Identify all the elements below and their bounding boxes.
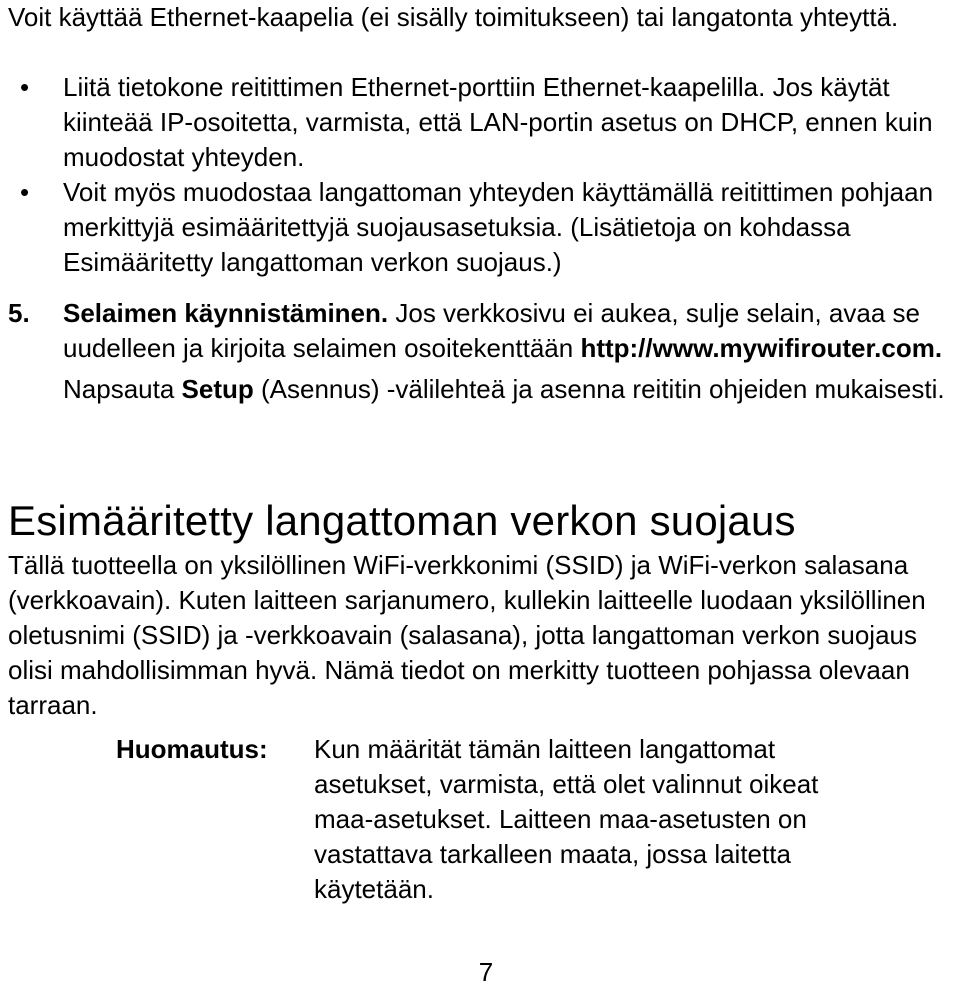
page-number: 7 bbox=[478, 957, 494, 987]
note-text: Kun määrität tämän laitteen langattomat asetukset, varmista, että olet valinnut oikeat maa-asetukset. Laitteen maa-asetusten on vastattava tarkalleen maata, jossa laitetta käytetään. bbox=[314, 734, 819, 904]
bullet-item-ethernet bbox=[0, 70, 943, 175]
step-number: 5. bbox=[8, 298, 30, 328]
section-heading: Esimääritetty langattoman verkon suojaus bbox=[8, 497, 796, 544]
bullet-text: Liitä tietokone reitittimen Ethernet-porttiin Ethernet-kaapelilla. Jos käytät kiinteää IP-osoitetta, varmista, että LAN-portin asetus on DHCP, ennen kuin muodostat yhteyden. bbox=[63, 72, 933, 172]
note-block bbox=[116, 732, 876, 907]
step-5-paragraph bbox=[63, 296, 953, 366]
intro-text: Voit käyttää Ethernet-kaapelia (ei sisälly toimitukseen) tai langatonta yhteyttä. bbox=[8, 2, 899, 32]
step-title: Selaimen käynnistäminen. bbox=[63, 298, 389, 328]
step-text: Jos verkkosivu ei aukea, sulje selain, avaa se uudelleen ja kirjoita selaimen osoitekenttään bbox=[63, 298, 920, 363]
note-label: Huomautus: bbox=[116, 734, 268, 764]
bullet-icon: • bbox=[20, 72, 30, 102]
url-period: . bbox=[934, 333, 943, 363]
setup-tab-name: Setup bbox=[181, 374, 254, 404]
step-5-setup-paragraph bbox=[63, 372, 953, 407]
router-url: http://www.mywifirouter.com bbox=[580, 333, 935, 363]
setup-text-post: (Asennus) -välilehteä ja asenna reititin ohjeiden mukaisesti. bbox=[253, 374, 945, 404]
section-paragraph: Tällä tuotteella on yksilöllinen WiFi-verkkonimi (SSID) ja WiFi-verkon salasana (verkkoavain). Kuten laitteen sarjanumero, kullekin laitteelle luodaan yksilöllinen oletusnimi (SSID) ja -verkkoavain (salasana), jotta langattoman verkon suojaus olisi mahdollisimman hyvä. Nämä tiedot on merkitty tuotteen pohjassa olevaan tarraan. bbox=[8, 550, 926, 720]
bullet-text: Voit myös muodostaa langattoman yhteyden käyttämällä reitittimen pohjaan merkittyjä esimääritettyjä suojausasetuksia. (Lisätietoja on kohdassa Esimääritetty langattoman verkon suojaus.) bbox=[63, 177, 934, 277]
setup-text-pre: Napsauta bbox=[63, 374, 182, 404]
connection-bullet-list bbox=[0, 70, 960, 280]
bullet-icon: • bbox=[20, 177, 30, 207]
bullet-item-wireless bbox=[0, 175, 943, 280]
step-5 bbox=[8, 296, 958, 407]
